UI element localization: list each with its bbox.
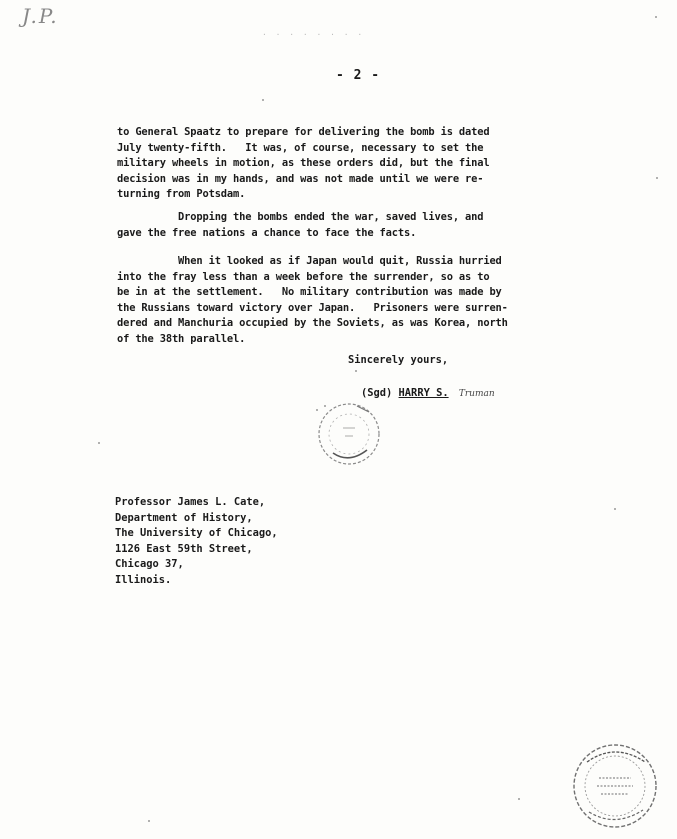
scan-speck [614,508,616,510]
address-line: The University of Chicago, [115,527,278,539]
signature-name: HARRY S. [398,387,449,399]
address-line: Professor James L. Cate, [115,496,266,508]
scan-speck [518,798,520,800]
scan-speck [655,16,657,18]
scan-speck [98,442,100,444]
archive-stamp-large [565,740,663,832]
corner-handwritten-mark: J.P. [22,4,59,28]
archive-stamp-small [303,398,389,468]
scan-speck [355,370,357,372]
address-line: 1126 East 59th Street, [115,542,253,555]
page-number: - 2 - [336,68,381,83]
address-line: Chicago 37, [115,558,184,570]
faint-header-impression: · · · · · · · · [262,30,365,39]
address-line: Illinois. [115,573,172,586]
scan-speck [262,99,264,101]
signature-prefix: (Sgd) [361,387,393,399]
paragraph-2: Dropping the bombs ended the war, saved lives, and gave the free nations a chance to face the facts. [117,211,484,239]
recipient-address [115,495,278,588]
signature-handwritten: Truman [458,389,495,399]
address-line: Department of History, [115,511,253,524]
paragraph-3: When it looked as if Japan would quit, Russia hurried into the fray less than a week before the surrender, so as to be in at the settlement. No military contribution was made by the Russians toward victory over Japan. Prisoners were surren- dered and Manchuria occupied by the Soviets, as was Korea, north of the 38th parallel. [117,255,508,345]
scan-speck [148,820,150,822]
paragraph-1: to General Spaatz to prepare for delivering the bomb is dated July twenty-fifth. It was, of course, necessary to set the military wheels in motion, as these orders did, but the final decision was in my hands, and was not made until we were re- turning from Potsdam. [117,126,490,200]
scan-speck [656,177,658,179]
closing: Sincerely yours, [348,354,449,366]
